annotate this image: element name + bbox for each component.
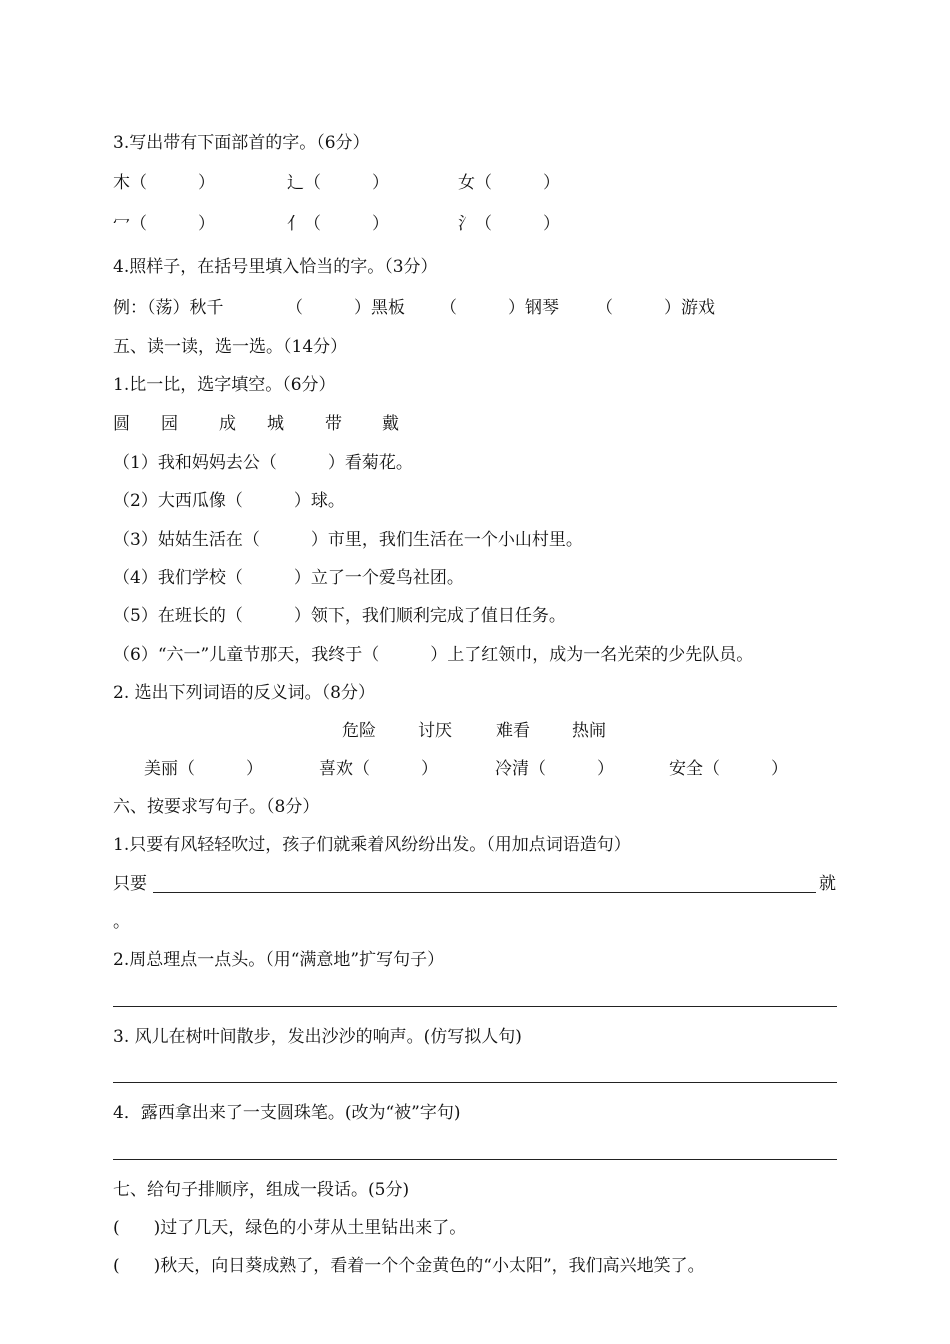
q4-item: （ ）游戏 (596, 298, 715, 318)
answer-end: 。 (113, 912, 130, 932)
antonym-item: 冷清（ ） (495, 759, 614, 779)
word-choice: 热闹 (572, 721, 606, 741)
answer-line (113, 1082, 837, 1083)
word-choice: 难看 (496, 721, 530, 741)
answer-prefix: 只要 (113, 874, 147, 894)
q4-item: （ ）钢琴 (440, 298, 559, 318)
answer-line (113, 1006, 837, 1007)
sec6-q4-title: 4．露西拿出来了一支圆珠笔。(改为“被”字句) (113, 1103, 461, 1123)
fill-sentence: （3）姑姑生活在（ ）市里，我们生活在一个小山村里。 (113, 530, 583, 550)
choice-char: 成 (219, 414, 236, 434)
answer-mid: 就 (819, 874, 836, 894)
radical-item: 亻（ ） (287, 214, 389, 234)
answer-line (113, 1159, 837, 1160)
radical-item: 木（ ） (113, 173, 215, 193)
sec6-q2-title: 2.周总理点一点头。（用“满意地”扩写句子） (113, 950, 445, 970)
choice-char: 城 (267, 414, 284, 434)
radical-item: 冖（ ） (113, 214, 215, 234)
choice-char: 戴 (382, 414, 399, 434)
fill-sentence: （5）在班长的（ ）领下，我们顺利完成了值日任务。 (113, 606, 566, 626)
antonym-item: 美丽（ ） (144, 759, 263, 779)
radical-item: 女（ ） (458, 173, 560, 193)
radical-item: 氵（ ） (458, 214, 560, 234)
order-sentence: ( )秋天，向日葵成熟了，看着一个个金黄色的“小太阳”，我们高兴地笑了。 (113, 1256, 705, 1276)
section-7-title: 七、给句子排顺序，组成一段话。(5分) (113, 1180, 410, 1200)
antonym-item: 喜欢（ ） (319, 759, 438, 779)
sec5-q1-title: 1.比一比，选字填空。（6分） (113, 375, 336, 395)
sec6-q1-title: 1.只要有风轻轻吹过，孩子们就乘着风纷纷出发。（用加点词语造句） (113, 835, 631, 855)
radical-item: 辶（ ） (287, 173, 389, 193)
answer-line (153, 892, 816, 893)
section-5-title: 五、读一读，选一选。（14分） (113, 337, 348, 357)
sec6-q3-title: 3. 风儿在树叶间散步，发出沙沙的响声。(仿写拟人句) (113, 1027, 522, 1047)
fill-sentence: （4）我们学校（ ）立了一个爱鸟社团。 (113, 568, 464, 588)
choice-char: 圆 (113, 414, 130, 434)
q4-item: 例：（荡）秋千 (113, 298, 224, 318)
fill-sentence: （2）大西瓜像（ ）球。 (113, 491, 345, 511)
antonym-item: 安全（ ） (669, 759, 788, 779)
word-choice: 危险 (342, 721, 376, 741)
order-sentence: ( )过了几天，绿色的小芽从土里钻出来了。 (113, 1218, 467, 1238)
fill-sentence: （6）“六一”儿童节那天，我终于（ ）上了红领巾，成为一名光荣的少先队员。 (113, 645, 754, 665)
q4-item: （ ）黑板 (286, 298, 405, 318)
sec5-q2-title: 2. 选出下列词语的反义词。（8分） (113, 683, 375, 703)
section-6-title: 六、按要求写句子。（8分） (113, 797, 320, 817)
choice-char: 带 (325, 414, 342, 434)
choice-char: 园 (161, 414, 178, 434)
q4-title: 4.照样子，在括号里填入恰当的字。（3分） (113, 257, 438, 277)
fill-sentence: （1）我和妈妈去公（ ）看菊花。 (113, 453, 413, 473)
q3-title: 3.写出带有下面部首的字。（6分） (113, 133, 370, 153)
word-choice: 讨厌 (418, 721, 452, 741)
